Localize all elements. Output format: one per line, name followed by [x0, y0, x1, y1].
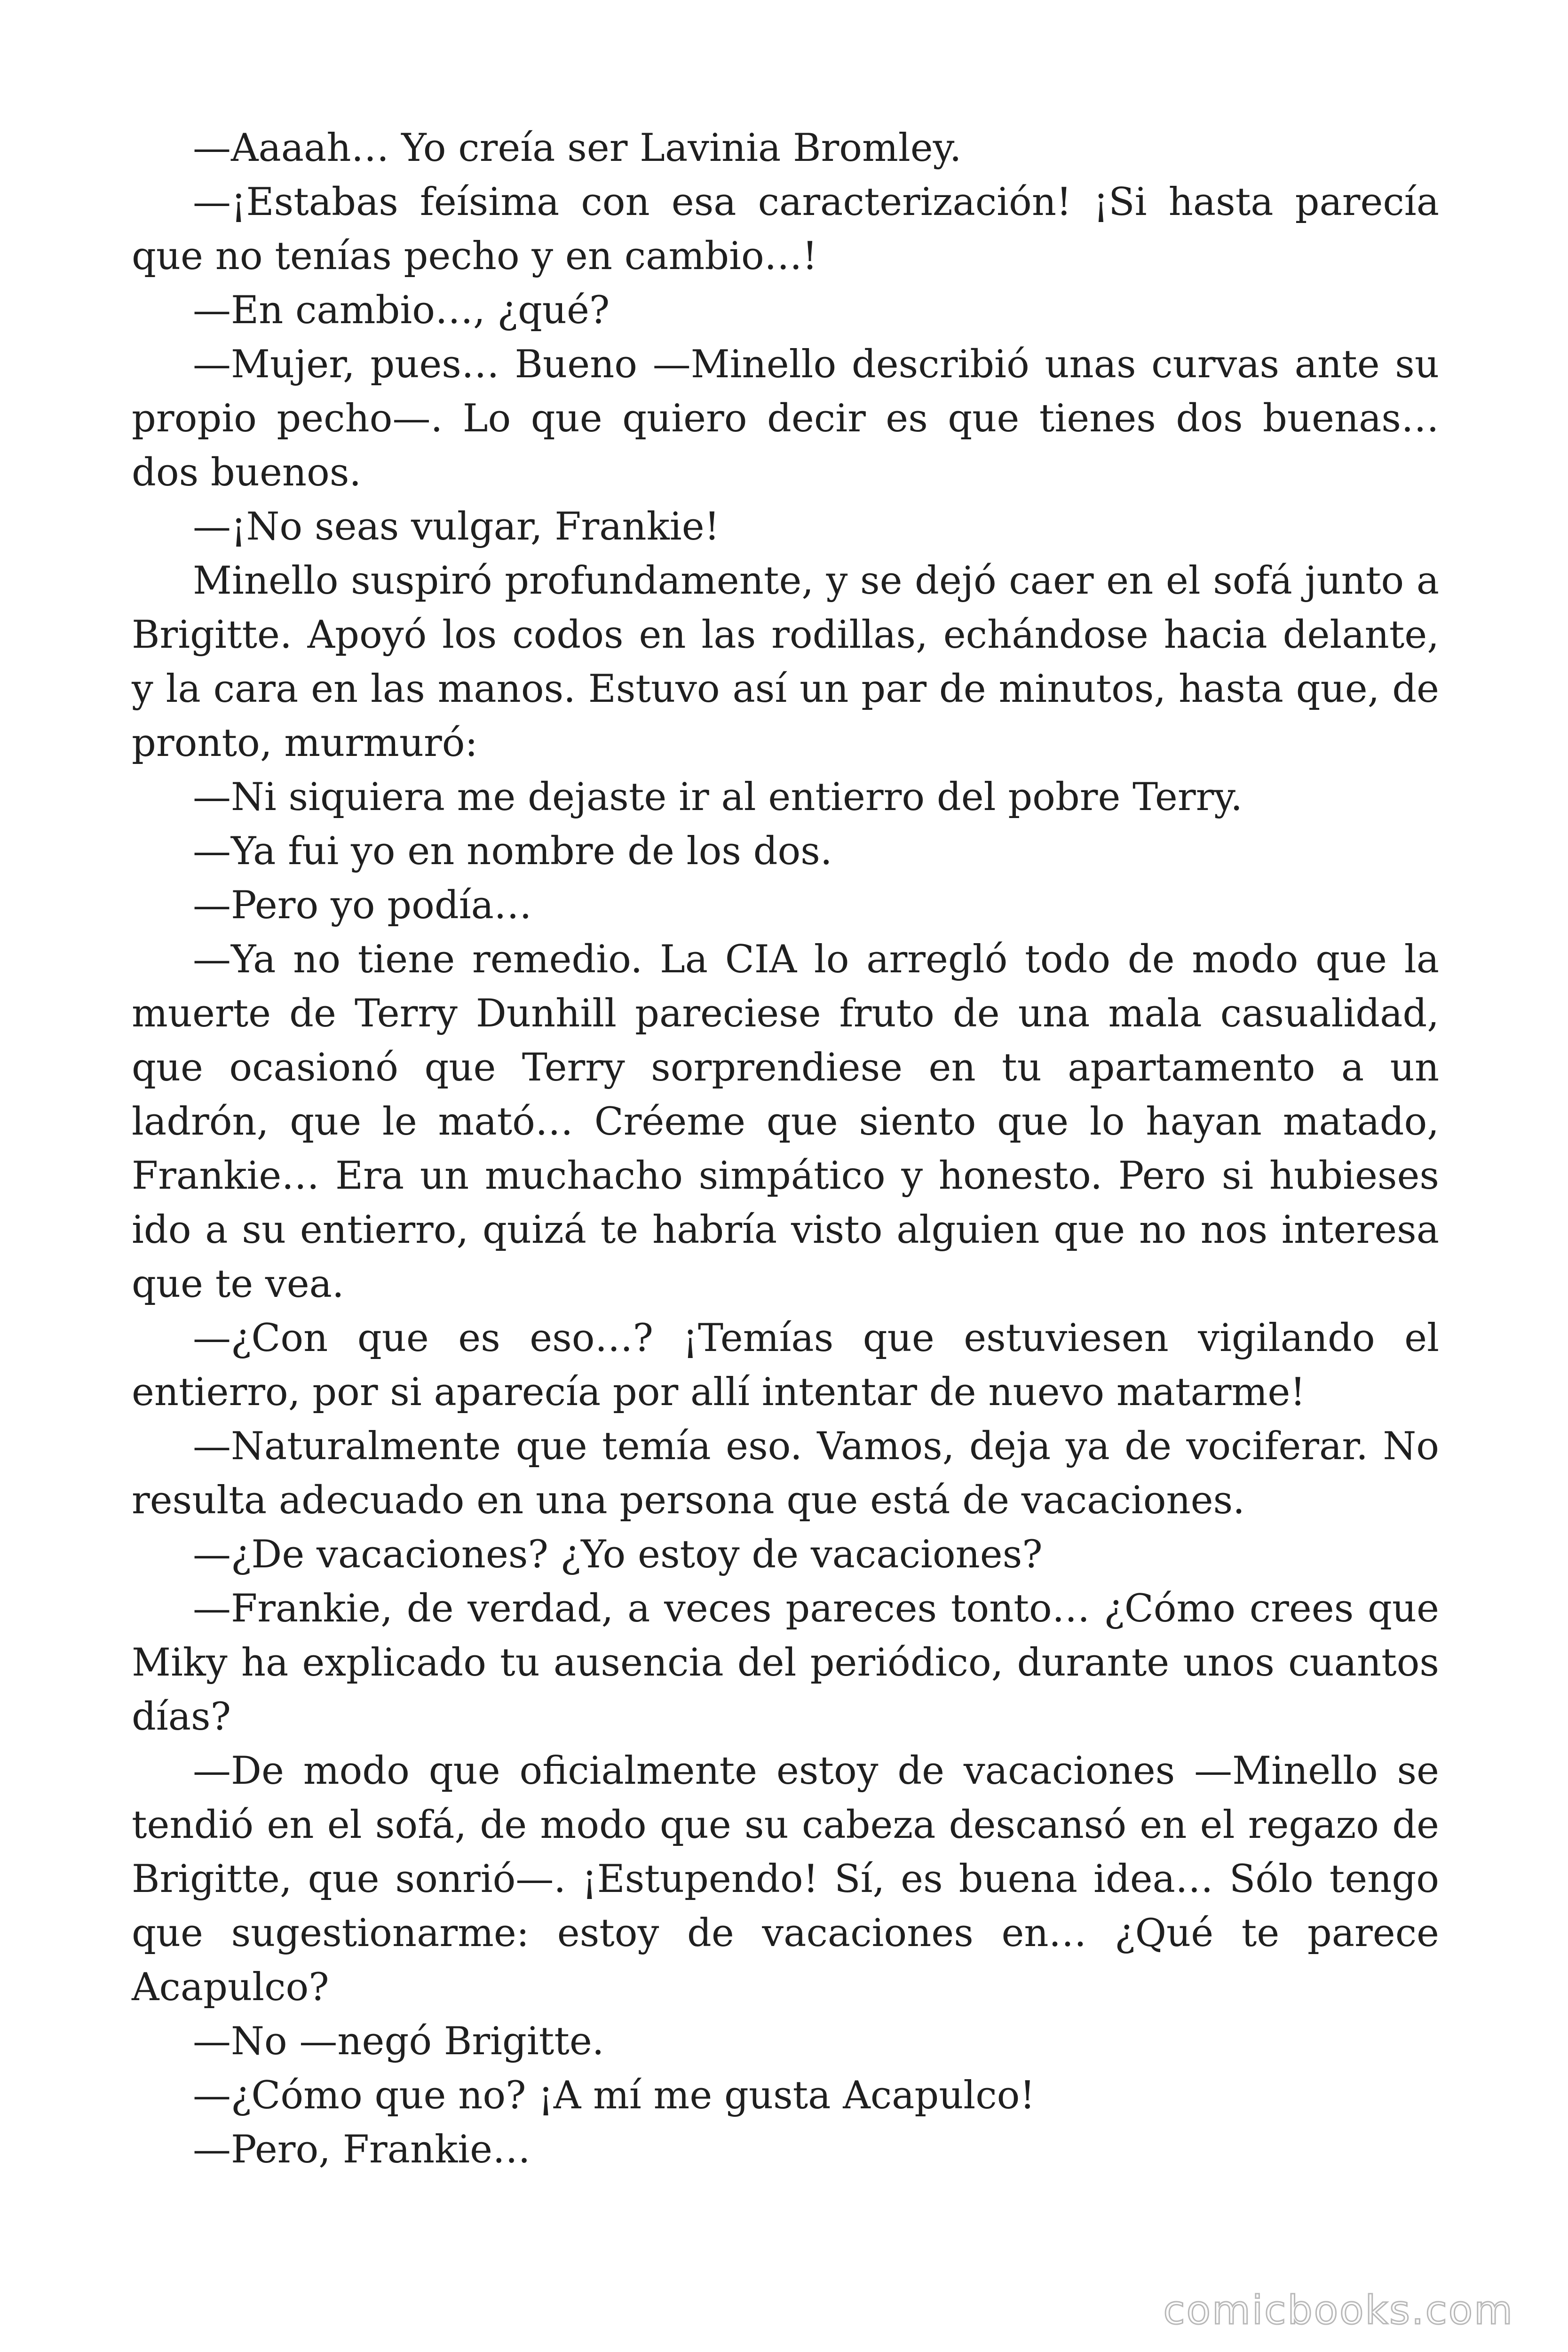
- paragraph: —Mujer, pues… Bueno —Minello describió unas curvas ante su propio pecho—. Lo que quiero decir es que tienes dos buenas… dos buenos.: [132, 342, 1439, 495]
- paragraph: —Pero, Frankie…: [193, 2128, 531, 2172]
- paragraph: —¡Estabas feísima con esa caracterización! ¡Si hasta parecía que no tenías pecho y en cambio…!: [132, 180, 1439, 278]
- page-text: [132, 121, 1439, 2177]
- paragraph: —Ni siquiera me dejaste ir al entierro del pobre Terry.: [193, 775, 1243, 819]
- paragraph: —Naturalmente que temía eso. Vamos, deja ya de vociferar. No resulta adecuado en una persona que está de vacaciones.: [132, 1424, 1439, 1523]
- paragraph: —Ya no tiene remedio. La CIA lo arregló todo de modo que la muerte de Terry Dunhill pareciese fruto de una mala casualidad, que ocasionó que Terry sorprendiese en tu apartamento a un ladrón, que le mató… Créeme que siento que lo hayan matado, Frankie… Era un muchacho simpático y honesto. Pero si hubieses ido a su entierro, quizá te habría visto alguien que no nos interesa que te vea.: [132, 938, 1439, 1306]
- paragraph: Minello suspiró profundamente, y se dejó caer en el sofá junto a Brigitte. Apoyó los codos en las rodillas, echándose hacia delante, y la cara en las manos. Estuvo así un par de minutos, hasta que, de pronto, murmuró:: [132, 559, 1439, 765]
- paragraph: —¿Con que es eso…? ¡Temías que estuviesen vigilando el entierro, por si aparecía por allí intentar de nuevo matarme!: [132, 1316, 1439, 1414]
- watermark: comicbooks.com: [1163, 2287, 1514, 2333]
- paragraph: —Frankie, de verdad, a veces pareces tonto… ¿Cómo crees que Miky ha explicado tu ausencia del periódico, durante unos cuantos días?: [132, 1587, 1439, 1739]
- paragraph: —¿De vacaciones? ¿Yo estoy de vacaciones?: [193, 1533, 1043, 1577]
- paragraph: —Aaaah… Yo creía ser Lavinia Bromley.: [193, 126, 962, 170]
- paragraph: —En cambio…, ¿qué?: [193, 288, 610, 333]
- paragraph: —¡No seas vulgar, Frankie!: [193, 505, 720, 549]
- paragraph: —¿Cómo que no? ¡A mí me gusta Acapulco!: [193, 2074, 1035, 2118]
- paragraph: —Pero yo podía…: [193, 883, 532, 928]
- paragraph: —De modo que oficialmente estoy de vacaciones —Minello se tendió en el sofá, de modo que su cabeza descansó en el regazo de Brigitte, que sonrió—. ¡Estupendo! Sí, es buena idea… Sólo tengo que sugestionarme: estoy de vacaciones en… ¿Qué te parece Acapulco?: [132, 1749, 1439, 2010]
- paragraph: —Ya fui yo en nombre de los dos.: [193, 829, 832, 874]
- paragraph: —No —negó Brigitte.: [193, 2019, 604, 2064]
